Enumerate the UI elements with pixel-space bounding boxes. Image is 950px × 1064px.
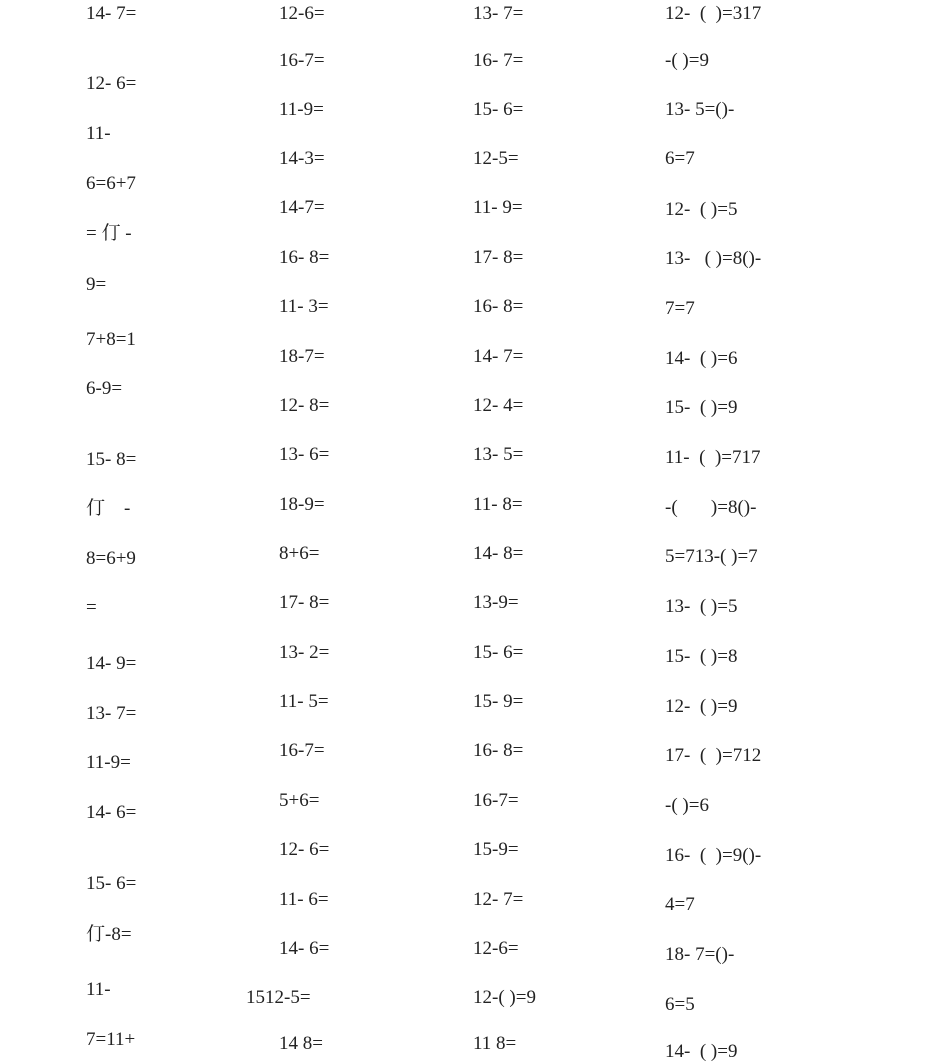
- problem-item: 15- 6=: [86, 873, 137, 894]
- problem-item: 15- 9=: [473, 691, 524, 712]
- problem-item: -( )=9: [665, 50, 709, 71]
- problem-item: 14-7=: [279, 197, 325, 218]
- problem-item: -( )=8()-: [665, 497, 757, 518]
- problem-item: 15- ( )=8: [665, 646, 738, 667]
- problem-item: 16- 7=: [473, 50, 524, 71]
- problem-item: 16- 8=: [279, 247, 330, 268]
- problem-item: 12-( )=9: [473, 987, 536, 1008]
- problem-item: 13- 5=: [473, 444, 524, 465]
- problem-item: 12- 8=: [279, 395, 330, 416]
- problem-item: 17- ( )=712: [665, 745, 762, 766]
- problem-item: 7=11+: [86, 1029, 136, 1050]
- problem-item: = 仃 -: [86, 223, 132, 244]
- problem-item: 12- ( )=317: [665, 3, 762, 24]
- problem-item: 7+8=1: [86, 329, 136, 350]
- problem-item: 11- 5=: [279, 691, 329, 712]
- problem-item: 6-9=: [86, 378, 123, 399]
- problem-item: 12- ( )=9: [665, 696, 738, 717]
- problem-item: 11 8=: [473, 1033, 517, 1054]
- problem-item: 仃-8=: [86, 924, 132, 945]
- problem-item: 16-7=: [279, 740, 325, 761]
- problem-item: 15-9=: [473, 839, 519, 860]
- problem-item: 6=5: [665, 994, 695, 1015]
- problem-item: 18- 7=()-: [665, 944, 735, 965]
- problem-item: 18-7=: [279, 346, 325, 367]
- problem-item: 7=7: [665, 298, 695, 319]
- problem-item: 18-9=: [279, 494, 325, 515]
- problem-item: 14- 9=: [86, 653, 137, 674]
- problem-item: 15- ( )=9: [665, 397, 738, 418]
- problem-item: 11-9=: [86, 752, 131, 773]
- problem-item: 11- 6=: [279, 889, 329, 910]
- problem-item: 17- 8=: [279, 592, 330, 613]
- problem-item: 14- 6=: [86, 802, 137, 823]
- problem-item: 8=6+9: [86, 548, 136, 569]
- problem-item: 11-: [86, 123, 111, 144]
- problem-item: 17- 8=: [473, 247, 524, 268]
- problem-item: 13- 5=()-: [665, 99, 735, 120]
- problem-item: 13- ( )=8()-: [665, 248, 762, 269]
- problem-item: 9=: [86, 274, 107, 295]
- problem-item: 12- 6=: [279, 839, 330, 860]
- problem-item: 12- 4=: [473, 395, 524, 416]
- problem-item: 1512-5=: [246, 987, 311, 1008]
- problem-item: 12- 6=: [86, 73, 137, 94]
- problem-item: 15- 6=: [473, 99, 524, 120]
- problem-item: 12-6=: [473, 938, 519, 959]
- problem-item: 14- 7=: [86, 3, 137, 24]
- problem-item: 12-5=: [473, 148, 519, 169]
- problem-item: 14 8=: [279, 1033, 323, 1054]
- problem-item: 14- ( )=6: [665, 348, 738, 369]
- problem-item: 15- 8=: [86, 449, 137, 470]
- problem-item: 11- ( )=717: [665, 447, 761, 468]
- problem-item: 12-6=: [279, 3, 325, 24]
- problem-item: 11- 3=: [279, 296, 329, 317]
- problem-item: 14- 8=: [473, 543, 524, 564]
- problem-item: =: [86, 597, 97, 618]
- problem-item: 11- 9=: [473, 197, 523, 218]
- problem-item: 6=6+7: [86, 173, 136, 194]
- problem-item: 11-9=: [279, 99, 324, 120]
- problem-item: 14-3=: [279, 148, 325, 169]
- problem-item: 5+6=: [279, 790, 320, 811]
- problem-item: 仃 -: [86, 498, 131, 519]
- problem-item: 11-: [86, 979, 111, 1000]
- problem-item: 5=713-( )=7: [665, 546, 758, 567]
- problem-item: 16-7=: [473, 790, 519, 811]
- problem-item: 14- 7=: [473, 346, 524, 367]
- problem-item: 16- 8=: [473, 740, 524, 761]
- problem-item: 16- 8=: [473, 296, 524, 317]
- problem-item: 13- ( )=5: [665, 596, 738, 617]
- problem-item: 15- 6=: [473, 642, 524, 663]
- problem-item: 13- 2=: [279, 642, 330, 663]
- problem-item: 14- 6=: [279, 938, 330, 959]
- problem-item: 11- 8=: [473, 494, 523, 515]
- problem-item: 14- ( )=9: [665, 1041, 738, 1062]
- problem-item: 13- 7=: [473, 3, 524, 24]
- problem-item: 4=7: [665, 894, 695, 915]
- problem-item: 16- ( )=9()-: [665, 845, 762, 866]
- problem-item: 16-7=: [279, 50, 325, 71]
- problem-item: 13- 6=: [279, 444, 330, 465]
- problem-item: 12- ( )=5: [665, 199, 738, 220]
- problem-item: 8+6=: [279, 543, 320, 564]
- problem-item: 13- 7=: [86, 703, 137, 724]
- problem-item: 12- 7=: [473, 889, 524, 910]
- problem-item: 6=7: [665, 148, 695, 169]
- problem-item: 13-9=: [473, 592, 519, 613]
- problem-item: -( )=6: [665, 795, 709, 816]
